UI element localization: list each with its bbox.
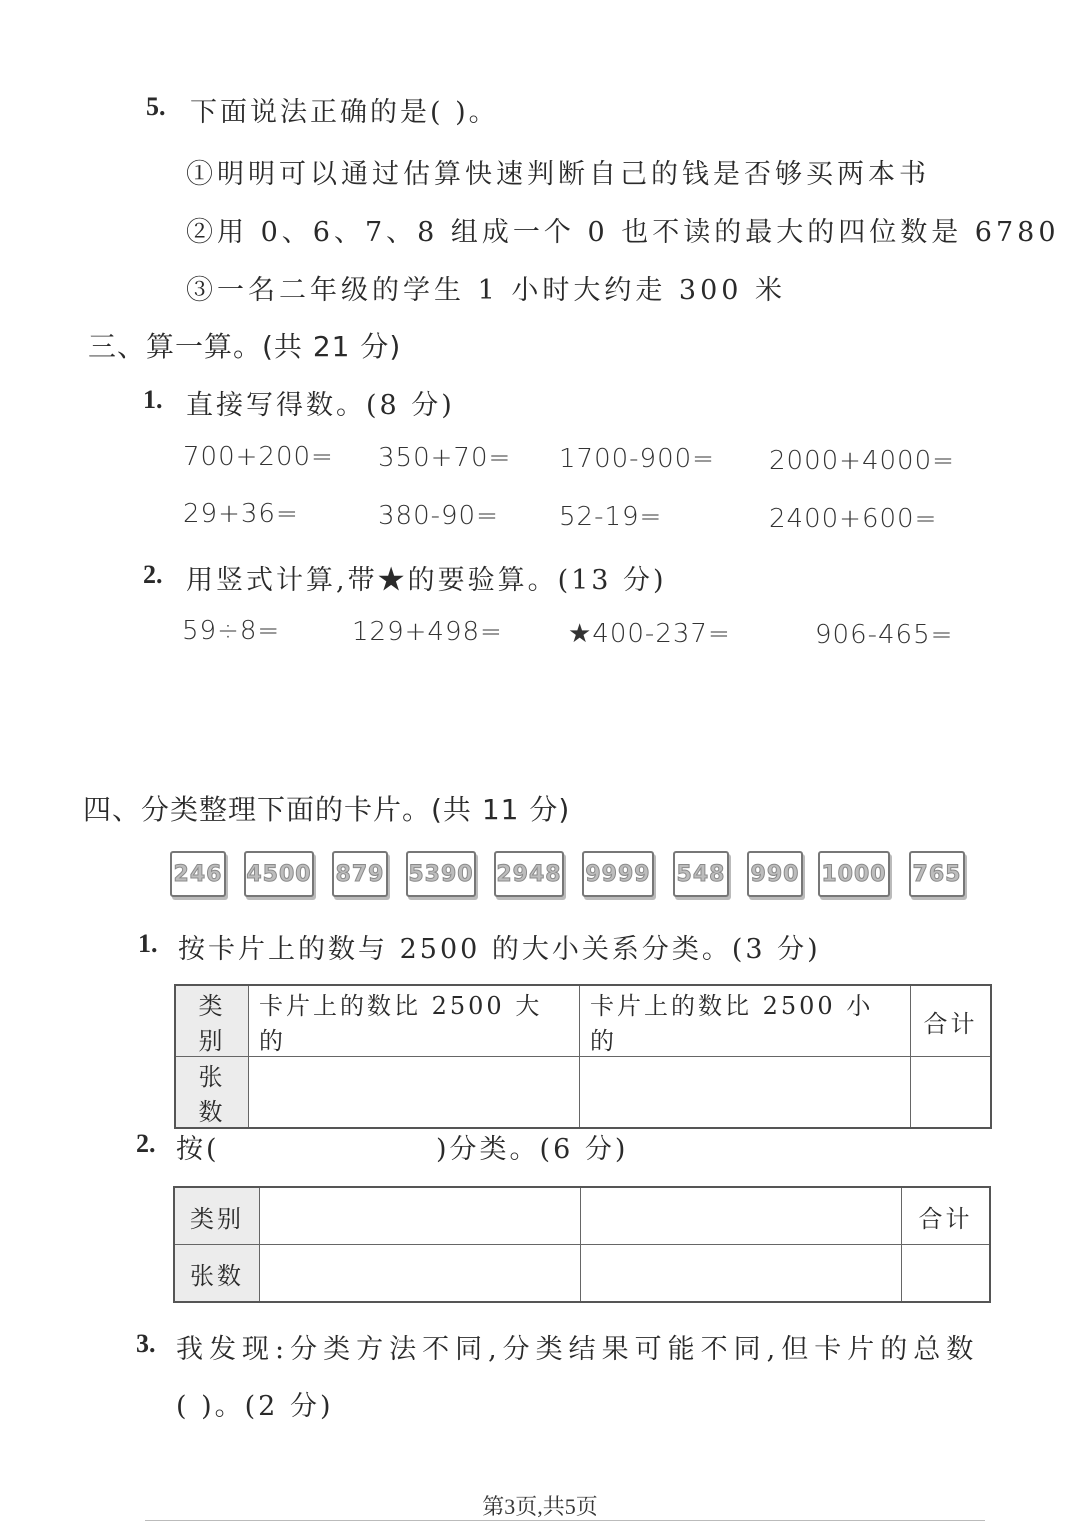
footer-divider — [145, 1520, 985, 1521]
vertical-calc-item: ★400-237= — [568, 619, 731, 649]
number-card: 5390 — [406, 851, 476, 897]
number-card: 1000 — [818, 851, 890, 897]
answer-cell[interactable] — [260, 1187, 581, 1245]
table-header-total: 合计 — [902, 1187, 991, 1245]
number-card: 2948 — [494, 851, 564, 897]
classification-table-2 — [173, 1186, 991, 1303]
s4-q3-number: 3. — [136, 1329, 156, 1358]
q5-number: 5. — [146, 92, 166, 121]
table-header-cell: 卡片上的数比 2500 大的 — [249, 985, 580, 1057]
table-header-count: 张数 — [175, 1057, 249, 1129]
q5-option-3: ③一名二年级的学生 1 小时大约走 300 米 — [186, 275, 787, 306]
s4-q1-number: 1. — [138, 929, 158, 958]
s4-q3-text: 我发现:分类方法不同,分类结果可能不同,但卡片的总数 — [176, 1334, 980, 1365]
calc-item: 52-19= — [559, 502, 663, 532]
answer-cell[interactable] — [902, 1245, 991, 1303]
answer-cell[interactable] — [581, 1245, 902, 1303]
table-header-count: 张数 — [174, 1245, 260, 1303]
calc-item: 2400+600= — [769, 504, 938, 534]
answer-cell[interactable] — [911, 1057, 992, 1129]
calc-item: 1700-900= — [559, 444, 715, 474]
page-footer: 第3页,共5页 — [482, 1494, 598, 1519]
s3-q1-number: 1. — [143, 385, 163, 414]
number-card: 990 — [747, 851, 803, 897]
answer-cell[interactable] — [260, 1245, 581, 1303]
number-card: 765 — [909, 851, 965, 897]
calc-item: 700+200= — [183, 442, 334, 472]
vertical-calc-item: 59÷8= — [182, 616, 281, 646]
table-header-total: 合计 — [911, 985, 992, 1057]
vertical-calc-item: 906-465= — [815, 620, 954, 650]
number-card: 4500 — [244, 851, 314, 897]
answer-blank[interactable] — [220, 1150, 430, 1152]
calc-item: 2000+4000= — [769, 446, 955, 476]
s4-q2-text-prefix: 按( — [176, 1134, 220, 1165]
s4-q2-number: 2. — [136, 1129, 156, 1158]
number-card: 548 — [673, 851, 729, 897]
section4-title: 四、分类整理下面的卡片。(共 11 分) — [83, 793, 571, 826]
s3-q1-text: 直接写得数。(8 分) — [186, 390, 455, 421]
vertical-calc-item: 129+498= — [352, 617, 503, 647]
table-header-category: 类别 — [174, 1187, 260, 1245]
q5-option-2: ②用 0、6、7、8 组成一个 0 也不读的最大的四位数是 6780 — [186, 217, 1060, 248]
table-header-category: 类别 — [175, 985, 249, 1057]
number-card: 9999 — [582, 851, 654, 897]
calc-item: 350+70= — [378, 443, 512, 473]
calc-item: 29+36= — [183, 499, 299, 529]
table-header-cell: 卡片上的数比 2500 小的 — [580, 985, 911, 1057]
s3-q2-text: 用竖式计算,带★的要验算。(13 分) — [186, 565, 667, 596]
classification-table-1 — [174, 984, 992, 1129]
number-card: 879 — [332, 851, 388, 897]
s4-q1-text: 按卡片上的数与 2500 的大小关系分类。(3 分) — [178, 934, 821, 965]
section3-title: 三、算一算。(共 21 分) — [88, 330, 402, 363]
q5-text: 下面说法正确的是( )。 — [190, 97, 499, 128]
answer-cell[interactable] — [249, 1057, 580, 1129]
calc-item: 380-90= — [378, 501, 499, 531]
s4-q3-text-2: ( )。(2 分) — [176, 1391, 334, 1422]
s3-q2-number: 2. — [143, 560, 163, 589]
answer-cell[interactable] — [580, 1057, 911, 1129]
number-card: 246 — [170, 851, 226, 897]
answer-cell[interactable] — [581, 1187, 902, 1245]
s4-q2-text-suffix: )分类。(6 分) — [436, 1134, 629, 1165]
q5-option-1: ①明明可以通过估算快速判断自己的钱是否够买两本书 — [186, 159, 930, 190]
